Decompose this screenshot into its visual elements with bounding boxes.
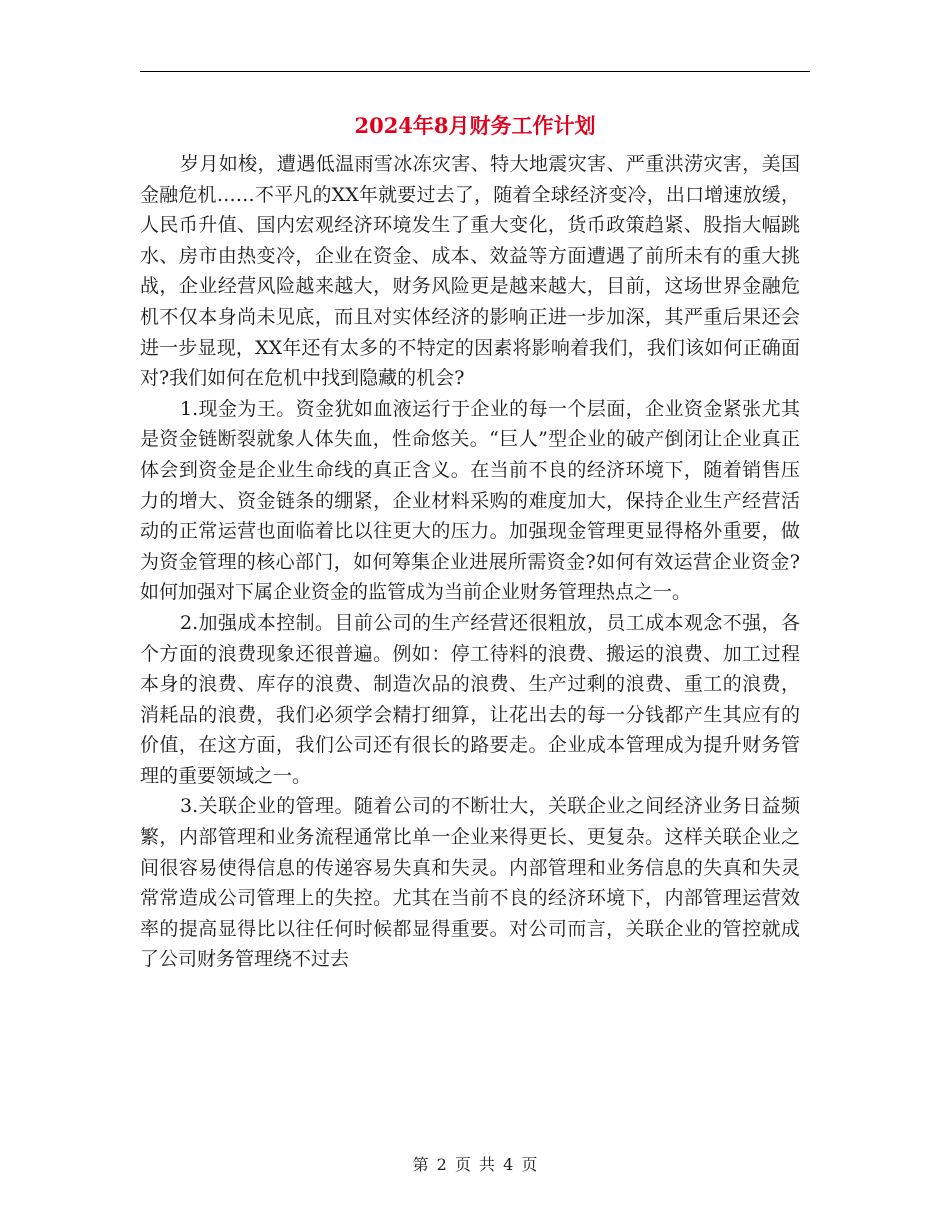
paragraph-cash-is-king: 1.现金为王。资金犹如血液运行于企业的每一个层面，企业资金紧张尤其是资金链断裂就象人体失血，性命悠关。“巨人”型企业的破产倒闭让企业真正体会到资金是企业生命线的真正含义。在当前不良的经济环境下，随着销售压力的增大、资金链条的绷紧，企业材料采购的难度加大，保持企业生产经营活动的正常运营也面临着比以往更大的压力。加强现金管理更显得格外重要，做为资金管理的核心部门，如何筹集企业进展所需资金?如何有效运营企业资金?如何加强对下属企业资金的监管成为当前企业财务管理热点之一。	[140, 397, 800, 604]
document-body	[140, 149, 800, 975]
document-title: 2024年8月财务工作计划	[354, 113, 596, 138]
header-rule	[140, 71, 810, 72]
page-number: 第 2 页 共 4 页	[412, 1155, 538, 1174]
paragraph-cost-control: 2.加强成本控制。目前公司的生产经营还很粗放，员工成本观念不强，各个方面的浪费现象还很普遍。例如：停工待料的浪费、搬运的浪费、加工过程本身的浪费、库存的浪费、制造次品的浪费、生产过剩的浪费、重工的浪费，消耗品的浪费，我们必须学会精打细算，让花出去的每一分钱都产生其应有的价值，在这方面，我们公司还有很长的路要走。企业成本管理成为提升财务管理的重要领域之一。	[140, 611, 800, 787]
paragraph-affiliate-management: 3.关联企业的管理。随着公司的不断壮大，关联企业之间经济业务日益频繁，内部管理和业务流程通常比单一企业来得更长、更复杂。这样关联企业之间很容易使得信息的传递容易失真和失灵。内部管理和业务信息的失真和失灵常常造成公司管理上的失控。尤其在当前不良的经济环境下，内部管理运营效率的提高显得比以往任何时候都显得重要。对公司而言，关联企业的管控就成了公司财务管理绕不过去	[140, 795, 800, 971]
intro-paragraph: 岁月如梭，遭遇低温雨雪冰冻灾害、特大地震灾害、严重洪涝灾害，美国金融危机……不平凡的XX年就要过去了，随着全球经济变冷，出口增速放缓，人民币升值、国内宏观经济环境发生了重大变化，货币政策趋紧、股指大幅跳水、房市由热变冷，企业在资金、成本、效益等方面遭遇了前所未有的重大挑战，企业经营风险越来越大，财务风险更是越来越大，目前，这场世界金融危机不仅本身尚未见底，而且对实体经济的影响正进一步加深，其严重后果还会进一步显现，XX年还有太多的不特定的因素将影响着我们，我们该如何正确面对?我们如何在危机中找到隐藏的机会?	[140, 153, 800, 390]
